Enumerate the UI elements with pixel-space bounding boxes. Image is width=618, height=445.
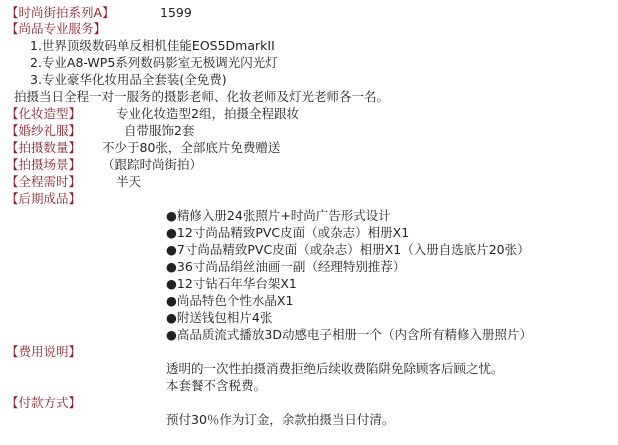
product-text: 36寸尚品绢丝油画一副（经理特别推荐）	[176, 259, 406, 274]
fees-heading: 【费用说明】	[6, 344, 82, 359]
product-text: 精修入册24张照片+时尚广告形式设计	[176, 208, 391, 223]
product-text: 12寸钻石年华台架X1	[176, 276, 297, 291]
bullet-icon: ●	[166, 327, 177, 342]
package-price: 1599	[160, 5, 192, 20]
list-item	[166, 224, 409, 242]
service-item: 3.专业豪华化妆用品全套装(全免费)	[30, 72, 227, 87]
detail-value-scene: （跟踪时尚街拍）	[102, 157, 203, 172]
bullet-icon: ●	[166, 208, 177, 223]
list-item	[166, 258, 405, 276]
service-note: 拍摄当日全程一对一服务的摄影老师、化妆老师及灯光老师各一名。	[14, 89, 390, 104]
product-text: 附送钱包相片4张	[176, 310, 273, 325]
detail-label-duration: 【全程需时】	[6, 174, 82, 189]
list-item	[166, 309, 272, 327]
list-item	[166, 207, 391, 225]
payment-text: 预付30％作为订金，余款拍摄当日付清。	[166, 412, 395, 427]
bullet-icon: ●	[166, 225, 177, 240]
detail-value-quantity: 不少于80张，全部底片免费赠送	[102, 140, 281, 155]
detail-value-dress: 自带服饰2套	[124, 123, 195, 138]
product-text: 高品质流式播放3D动感电子相册一个（内含所有精修入册照片）	[176, 327, 533, 342]
product-text: 尚品特色个性水晶X1	[176, 293, 294, 308]
detail-label-quantity: 【拍摄数量】	[6, 140, 82, 155]
detail-value-duration: 半天	[116, 174, 142, 189]
list-item	[166, 292, 293, 310]
package-title: 【时尚街拍系列A】	[6, 5, 115, 20]
fees-line: 本套餐不含税费。	[166, 378, 267, 393]
bullet-icon: ●	[166, 293, 177, 308]
detail-label-dress: 【婚纱礼服】	[6, 123, 82, 138]
bullet-icon: ●	[166, 276, 177, 291]
bullet-icon: ●	[166, 242, 177, 257]
fees-line: 透明的一次性拍摄消费拒绝后续收费陷阱免除顾客后顾之忧。	[166, 361, 504, 376]
products-heading: 【后期成品】	[6, 191, 82, 206]
service-item: 1.世界顶级数码单反相机佳能EOS5DmarkII	[30, 38, 275, 53]
detail-label-scene: 【拍摄场景】	[6, 157, 82, 172]
payment-heading: 【付款方式】	[6, 395, 82, 410]
bullet-icon: ●	[166, 259, 177, 274]
detail-value-makeup: 专业化妆造型2组，拍摄全程跟妆	[116, 106, 299, 121]
product-text: 12寸尚品精致PVC皮面（或杂志）相册X1	[176, 225, 410, 240]
service-item: 2.专业A8-WP5系列数码影室无极调光闪光灯	[30, 55, 278, 70]
product-text: 7寸尚品精致PVC皮面（或杂志）相册X1（入册自选底片20张）	[176, 242, 530, 257]
list-item	[166, 241, 530, 259]
list-item	[166, 326, 532, 344]
bullet-icon: ●	[166, 310, 177, 325]
detail-label-makeup: 【化妆造型】	[6, 106, 82, 121]
service-heading: 【尚品专业服务】	[6, 21, 107, 36]
list-item	[166, 275, 297, 293]
